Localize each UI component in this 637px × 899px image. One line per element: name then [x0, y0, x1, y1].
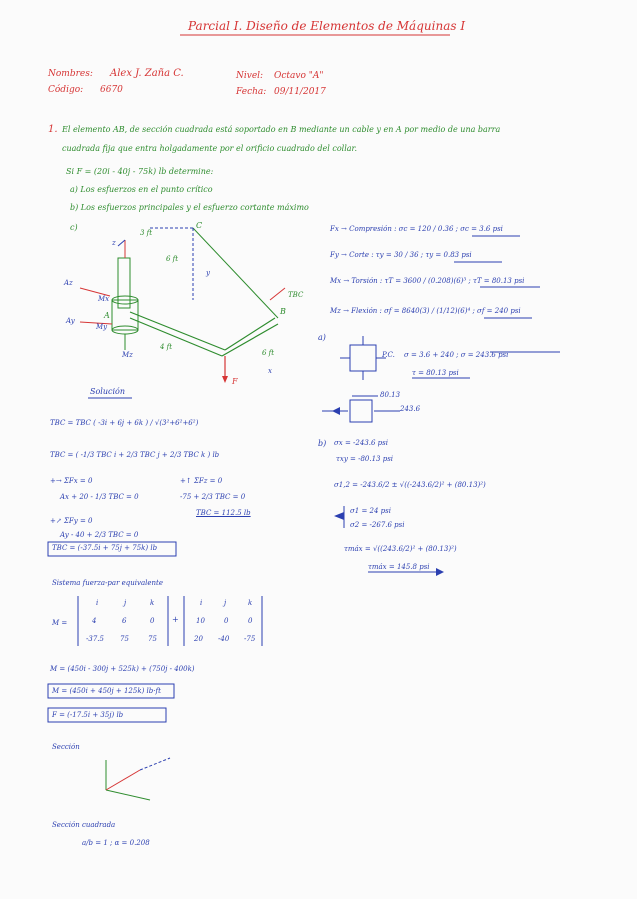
solution-eq2: TBC = ( -1/3 TBC i + 2/3 TBC j + 2/3 TBC k ) lb — [50, 451, 220, 459]
tbc-result: TBC = 112.5 lb — [196, 509, 251, 517]
figure-label-c: C — [196, 221, 203, 230]
figure-axis-y: y — [206, 269, 210, 277]
sum-fz-eq: -75 + 2/3 TBC = 0 — [180, 493, 246, 501]
page-title: Parcial I. Diseño de Elementos de Máquinas I — [188, 19, 466, 33]
figure-axis-z: z — [112, 239, 116, 247]
fecha-label: Fecha: — [236, 87, 267, 97]
mz-line: Mz → Flexión : σf = 8640(3) / (1/12)(6)⁴ ; σf = 240 psi — [330, 307, 521, 315]
element-sigma: 243.6 — [400, 405, 421, 413]
matrix1-r3c3: 75 — [148, 635, 157, 643]
figure-dim-vert: 6 ft — [166, 255, 179, 263]
sum-fz-label: +↑ ΣFz = 0 — [180, 477, 223, 485]
matrix2-k: k — [248, 599, 253, 607]
txy-line: τxy = -80.13 psi — [336, 455, 394, 463]
solution-heading: Solución — [90, 387, 126, 396]
figure-dim-top: 3 ft — [140, 229, 153, 237]
figure-label-tbc: TBC — [288, 291, 304, 299]
seccion-label: Sección — [52, 743, 80, 751]
s12-line: σ1,2 = -243.6/2 ± √((-243.6/2)² + (80.13)²) — [334, 481, 486, 489]
element-tau: 80.13 — [380, 391, 401, 399]
nivel-value: Octavo "A" — [274, 71, 324, 81]
figure-label-f: F — [232, 377, 238, 386]
seccion-cuadrada-label: Sección cuadrada — [52, 821, 116, 829]
tmax-eq: τmáx = √((243.6/2)² + (80.13)²) — [344, 545, 457, 553]
fy-line: Fy → Corte : τy = 30 / 36 ; τy = 0.83 psi — [330, 251, 472, 259]
codigo-value: 6670 — [100, 85, 123, 95]
figure-label-mx: Mx — [98, 295, 110, 303]
sistema-label: Sistema fuerza-par equivalente — [52, 579, 164, 587]
matrix2-r3c2: -40 — [218, 635, 230, 643]
figure-label-my: My — [96, 323, 108, 331]
problem-line1: El elemento AB, de sección cuadrada está soportado en B mediante un cable y en A por medio de una barra — [62, 125, 501, 134]
pc-label: P.C. — [382, 351, 395, 359]
figure-label-ay: Ay — [66, 317, 75, 325]
problem-number: 1. — [48, 124, 58, 135]
codigo-label: Código: — [48, 85, 84, 95]
s2-line: σ2 = -267.6 psi — [350, 521, 405, 529]
problem-item-c: c) — [70, 223, 78, 232]
matrix-label: M = — [52, 619, 68, 627]
matrix2-r2c1: 10 — [196, 617, 205, 625]
solution-eq1: TBC = TBC ( -3i + 6j + 6k ) / √(3²+6²+6²) — [50, 419, 199, 427]
matrix1-r2c3: 0 — [150, 617, 155, 625]
figure-label-b: B — [280, 307, 286, 316]
tau-line: τ = 80.13 psi — [412, 369, 459, 377]
sum-fx-eq: Ax + 20 - 1/3 TBC = 0 — [60, 493, 139, 501]
fx-line: Fx → Compresión : σc = 120 / 0.36 ; σc = 3.6 psi — [330, 225, 503, 233]
nivel-label: Nivel: — [236, 71, 264, 81]
sum-fx-label: +→ ΣFx = 0 — [50, 477, 93, 485]
figure-label-mz: Mz — [122, 351, 133, 359]
matrix-plus: + — [172, 615, 179, 624]
matrix1-r3c1: -37.5 — [86, 635, 104, 643]
sx-line: σx = -243.6 psi — [334, 439, 388, 447]
matrix1-r2c2: 6 — [122, 617, 127, 625]
m-eq: M = (450i - 300j + 525k) + (750j - 400k) — [50, 665, 195, 673]
problem-line2: cuadrada fija que entra holgadamente por el orificio cuadrado del collar. — [62, 144, 358, 153]
figure-label-a: A — [104, 311, 110, 320]
tmax-result: τmáx = 145.8 psi — [368, 563, 430, 571]
fecha-value: 09/11/2017 — [274, 87, 326, 97]
f-result: F = (-17.5i + 35j) lb — [52, 711, 124, 719]
matrix2-i: i — [200, 599, 203, 607]
tbc-vector: TBC = (-37.5i + 75j + 75k) lb — [52, 544, 158, 552]
matrix2-r3c1: 20 — [194, 635, 203, 643]
nombre-label: Nombres: — [48, 69, 93, 79]
mx-line: Mx → Torsión : τT = 3600 / (0.208)(6)³ ; τT = 80.13 psi — [330, 277, 525, 285]
s1-line: σ1 = 24 psi — [350, 507, 391, 515]
problem-line3: Si F = (20i - 40j - 75k) lb determine: — [66, 167, 214, 176]
matrix1-r2c1: 4 — [92, 617, 97, 625]
nombre-value: Alex J. Zaña C. — [110, 68, 184, 79]
figure-dim-bottom: 6 ft — [262, 349, 275, 357]
matrix2-j: j — [224, 599, 227, 607]
problem-item-a: a) Los esfuerzos en el punto crítico — [70, 185, 213, 194]
ratio-value: a/b = 1 ; α = 0.208 — [82, 839, 150, 847]
matrix2-r2c2: 0 — [224, 617, 229, 625]
figure-dim-side: 4 ft — [160, 343, 173, 351]
figure-axis-x: x — [268, 367, 272, 375]
sum-fy-eq: Ay - 40 + 2/3 TBC = 0 — [60, 531, 139, 539]
matrix2-r2c3: 0 — [248, 617, 253, 625]
m-result: M = (450i + 450j + 125k) lb·ft — [52, 687, 161, 695]
problem-item-b: b) Los esfuerzos principales y el esfuerzo cortante máximo — [70, 203, 309, 212]
part-a-label: a) — [318, 333, 326, 342]
part-b-label: b) — [318, 439, 327, 448]
sum-fy-label: +↗ ΣFy = 0 — [50, 517, 93, 525]
sigma-line: σ = 3.6 + 240 ; σ = 243.6 psi — [404, 351, 509, 359]
matrix1-k: k — [150, 599, 155, 607]
matrix1-i: i — [96, 599, 99, 607]
figure-label-az: Az — [64, 279, 73, 287]
matrix2-r3c3: -75 — [244, 635, 256, 643]
matrix1-r3c2: 75 — [120, 635, 129, 643]
matrix1-j: j — [124, 599, 127, 607]
